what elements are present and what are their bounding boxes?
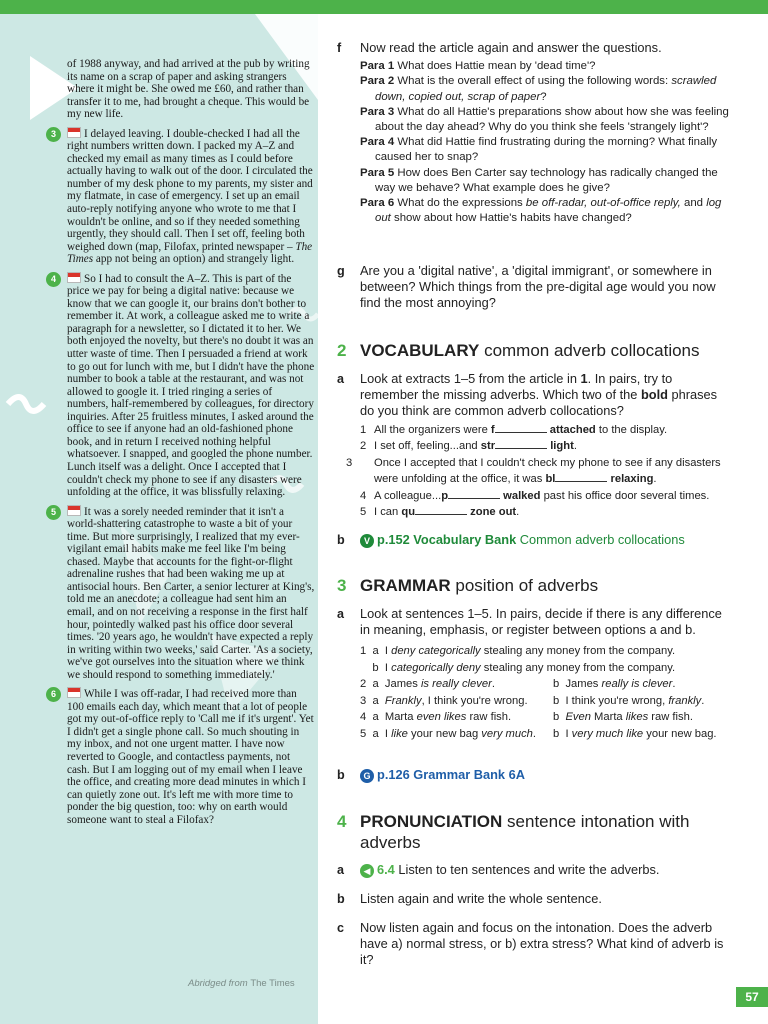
grammar-bank-icon: G [360,769,374,783]
question-para-1: Para 1 What does Hattie mean by 'dead time'? [360,60,596,73]
vocabulary-bank-link[interactable]: V p.152 Vocabulary Bank Common adverb collocations [360,532,732,548]
section-heading-grammar [337,575,732,596]
exercise-label: b [337,892,345,906]
question-list [360,59,732,226]
exercise-label: a [337,863,345,877]
pronunciation-exercise-c [337,920,732,969]
question-para-3: Para 3 What do all Hattie's preparations show about how she was feeling about the day ahead? Why do you think she feels 'strangely light'? [360,105,729,134]
answer-blank[interactable] [495,423,547,433]
article-source [188,978,295,989]
section-title: PRONUNCIATION [360,812,503,831]
paragraph-number-badge: 6 [46,687,61,702]
section-subtitle: sentence intonation with adverbs [360,812,690,852]
exercise-label: a [337,607,345,621]
exercise-g [337,263,732,312]
article-paragraph-3 [50,127,315,266]
vocabulary-exercise-b [337,532,732,548]
paragraph-text: While I was off-radar, I had received more than 100 emails each day, which meant that a lot of people got my out-of-office reply to 'Call me if it's urgent'. Yet I didn't get a single phone call. So much shouting in my inbox, and not one urgent matter. I have now reverted to Google, and contactless payments, not cash. But I am logging out of my email when I leave the office, and creating more dead minutes in which I can quietly zone out. It's left me with more time to ponder the big question, too: why on earth would someone want to steal a Filofax? [67,688,314,826]
gap-fill-item-4: 4 A colleague...p walked past his office door several times. [360,489,710,502]
section-heading-vocabulary [337,340,732,361]
sentence-pairs [360,643,732,742]
sentence-pair-1b: b I categorically deny stealing any money from the company. [360,661,676,674]
exercise-label: c [337,921,345,935]
poland-flag-icon [67,505,81,516]
question-para-6: Para 6 What do the expressions be off-radar, out-of-office reply, and log out show about how Hattie's habits have changed? [360,197,722,225]
paragraph-text: It was a sorely needed reminder that it isn't a world-shattering catastrophe to waste a bit of your time. But more surprisingly, I realized that my ever-vigilant email habits make me feel like I'm being chased. Maybe that accounts for the fight-or-flight adrenaline rushes that had been waking me up at antisocial hours. Ben Carter, a senior lecturer at King's, told me an anecdote; a colleague had sent him an email, and on not receiving a response in the first half hour, pointedly walked past his office door several times. '20 years ago, he wouldn't have expected a reply in writing within two weeks,' said Carter. 'As a society, we've got ourselves into the situation where we think we should respond to something immediately.' [67,505,315,681]
question-para-4: Para 4 What did Hattie find frustrating during the morning? What finally caused her to snap? [360,136,718,164]
article-text [50,58,315,832]
sentence-pair-1a: 1 a I deny categorically stealing any money from the company. [360,645,676,658]
article-paragraph-5 [50,505,315,682]
exercise-instruction: ◀ 6.4 Listen to ten sentences and write the adverbs. [360,862,732,878]
exercise-label: b [337,768,345,782]
paragraph-number-badge: 4 [46,272,61,287]
question-para-2: Para 2 What is the overall effect of using the following words: scrawled down, copied out, scrap of paper? [360,75,717,103]
gap-fill-item-5: 5 I can qu zone out. [360,506,520,519]
section-number: 4 [337,812,347,831]
poland-flag-icon [67,127,81,138]
grammar-exercise-a [337,606,732,742]
question-para-5: Para 5 How does Ben Carter say technology has radically changed the way we behave? What example does he give? [360,166,718,194]
sentence-pair-5: 5 a I like your new bag very much. b I very much like your new bag. [360,727,717,740]
exercise-label: f [337,41,342,55]
gap-fill-item-2: 2 I set off, feeling...and str light. [360,440,577,453]
section-title: VOCABULARY [360,341,480,360]
poland-flag-icon [67,272,81,283]
top-color-bar [0,0,768,14]
exercise-label: b [337,533,345,547]
answer-blank[interactable] [448,489,500,499]
paragraph-number-badge: 3 [46,127,61,142]
answer-blank[interactable] [415,505,467,515]
pronunciation-exercise-a [337,862,732,878]
gap-fill-item-1: 1 All the organizers were f attached to the display. [360,423,668,436]
exercise-label: g [337,264,345,278]
gap-fill-list [346,422,732,521]
section-number: 3 [337,576,347,595]
grammar-exercise-b [337,767,732,783]
source-prefix: Abridged from [188,978,248,989]
exercise-instruction: Look at extracts 1–5 from the article in 1. In pairs, try to remember the missing adverbs. Which two of the bold phrases do you think are common adverb collocations? [360,371,718,419]
page-number: 57 [736,987,768,1007]
exercise-f [337,40,732,226]
gap-fill-item-3: 3 Once I accepted that I couldn't check my phone to see if any disasters were unfolding at the office, it was bl relaxing. [346,456,721,486]
paragraph-number-badge: 5 [46,505,61,520]
paragraph-italic: The Times [67,240,313,266]
article-paragraph-4 [50,272,315,499]
white-squiggle [8,397,44,411]
source-name: The Times [250,978,295,989]
section-number: 2 [337,341,347,360]
paragraph-text-end: app not being an option) and strangely light. [93,253,295,266]
exercise-instruction: Now read the article again and answer the questions. [360,40,662,55]
vocabulary-bank-icon: V [360,534,374,548]
answer-blank[interactable] [555,472,607,482]
article-panel [0,14,318,1024]
paragraph-text: So I had to consult the A–Z. This is part of the price we pay for being a digital native: because we know that we can google it, our brains don't bother to remember it. At work, a colleague asked me to write a paragraph for a newsletter, so I dictated it to her. We both enjoyed the novelty, but there's no doubt it was an utter waste of time. Then I persuaded a friend at work to go out for lunch with me, but I didn't have the phone number to book a table at the restaurant, and was not allowed to google it. I tried ringing a series of numbers, half-remembered by colleagues, for directory inquiries. After 25 fruitless minutes, I asked around the office to see if anyone had an old-fashioned phone book, and in return I received nothing helpful whatsoever. I snapped, and googled the phone number. Lunch itself was a delight. Once I accepted that I couldn't check my phone to see if any disasters were unfolding at the office, it was blissfully relaxing. [67,272,315,499]
exercise-instruction: Look at sentences 1–5. In pairs, decide if there is any difference in meaning, emphasis, or register between options a and b. [360,606,722,638]
sentence-pair-3: 3 a Frankly, I think you're wrong. b I think you're wrong, frankly. [360,694,705,707]
pronunciation-exercise-b [337,891,732,907]
sentence-pair-2: 2 a James is really clever. b James really is clever. [360,678,676,691]
answer-blank[interactable] [495,439,547,449]
exercise-text: Are you a 'digital native', a 'digital immigrant', or somewhere in between? Which things from the pre-digital age would you now find the most annoying? [360,263,716,311]
audio-play-icon[interactable]: ◀ [360,864,374,878]
exercise-label: a [337,372,345,386]
section-subtitle: common adverb collocations [484,341,700,360]
audio-track-number: 6.4 [377,862,395,877]
article-paragraph-6 [50,687,315,826]
exercise-instruction: Now listen again and focus on the intonation. Does the adverb have a) normal stress, or b) extra stress? What kind of adverb is it? [360,920,724,968]
section-heading-pronunciation [337,811,732,853]
paragraph-text: I delayed leaving. I double-checked I had all the right numbers written down. I packed my A–Z and checked my email as many times as I could before actually having to walk out of the door. I circulated the number of my desk phone to my parents, my sister and my flatmate, in case of emergency. I set up an email auto-reply notifying anyone who wrote to me that I wouldn't be online, and so if they needed something urgently, they should call. Then I set off, feeling both weighed down (map, Filofax, printed newspaper – [67,127,313,253]
grammar-bank-link[interactable]: G p.126 Grammar Bank 6A [360,767,732,783]
vocabulary-exercise-a [337,371,732,521]
article-intro: of 1988 anyway, and had arrived at the pub by writing its name on a scrap of paper and asking strangers where it might be. She owed me £60, and rather than transfer it to me, had brought a cheque. This would be my new life. [67,58,310,121]
sentence-pair-4: 4 a Marta even likes raw fish. b Even Marta likes raw fish. [360,711,693,724]
exercise-instruction: Listen again and write the whole sentence. [360,891,602,906]
poland-flag-icon [67,687,81,698]
section-subtitle: position of adverbs [455,576,599,595]
section-title: GRAMMAR [360,576,451,595]
